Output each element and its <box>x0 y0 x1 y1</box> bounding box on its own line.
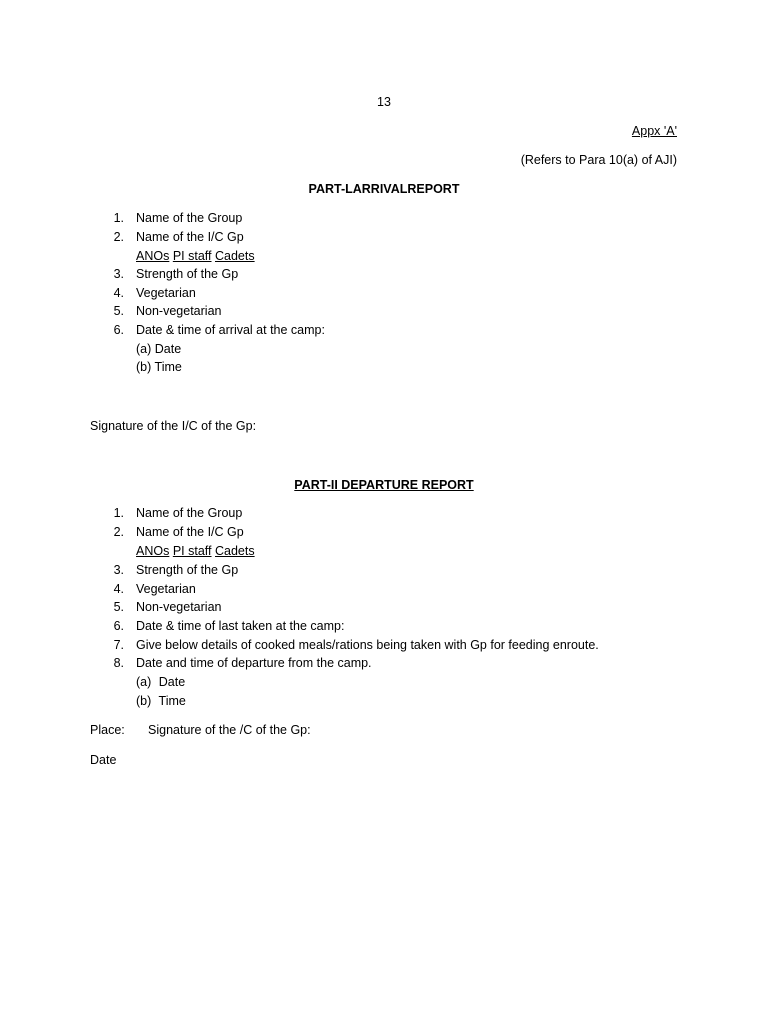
item-text: Name of the Group <box>136 211 243 225</box>
item-number: 4. <box>113 582 124 596</box>
item-number: 1. <box>113 506 124 520</box>
item-text: Non-vegetarian <box>136 600 222 614</box>
item-number: 1. <box>113 211 124 225</box>
item-number: 5. <box>113 304 124 318</box>
item-text: Strength of the Gp <box>136 267 239 281</box>
item-number: 2. <box>113 525 124 539</box>
item-text: Date and time of departure from the camp. <box>136 656 372 670</box>
date-label: Date <box>90 753 117 767</box>
item-text: Non-vegetarian <box>136 304 222 318</box>
item-number: 6. <box>113 323 124 337</box>
item-number: 2. <box>113 230 124 244</box>
item-text: Name of the I/C Gp <box>136 525 244 539</box>
appendix-label: Appx 'A' <box>631 124 677 138</box>
staff-anos: ANOs <box>136 249 170 263</box>
item-number: 7. <box>113 638 124 652</box>
item-text: Vegetarian <box>136 286 196 300</box>
reference-note: (Refers to Para 10(a) of AJI) <box>520 153 677 167</box>
item-number: 3. <box>113 563 124 577</box>
item-text: Name of the I/C Gp <box>136 230 244 244</box>
item-number: 8. <box>113 656 124 670</box>
page-number: 13 <box>377 95 391 109</box>
sub-item-date: (a) Date <box>136 342 182 356</box>
sub-item-date <box>136 676 185 689</box>
part2-signature: Signature of the /C of the Gp: <box>148 723 311 737</box>
staff-cadets: Cadets <box>215 544 255 558</box>
place-label: Place: <box>90 723 125 737</box>
item-text: Vegetarian <box>136 582 196 596</box>
item-text: Date & time of arrival at the camp: <box>136 323 325 337</box>
item-text: Name of the Group <box>136 506 243 520</box>
item-text: Date & time of last taken at the camp: <box>136 619 345 633</box>
sub-item-time: (b) Time <box>136 360 182 374</box>
sub-item-label: (b) <box>136 694 152 708</box>
sub-item-text: Date <box>158 675 186 689</box>
item-number: 6. <box>113 619 124 633</box>
item-text: Give below details of cooked meals/rations being taken with Gp for feeding enroute. <box>136 638 599 652</box>
staff-pi: PI staff <box>172 544 212 558</box>
staff-cadets: Cadets <box>215 249 255 263</box>
staff-line <box>136 250 255 263</box>
staff-line <box>136 545 255 558</box>
item-number: 5. <box>113 600 124 614</box>
part1-title: PART-LARRIVALREPORT <box>308 182 460 196</box>
sub-item-text: Time <box>158 694 186 708</box>
item-number: 3. <box>113 267 124 281</box>
staff-anos: ANOs <box>136 544 170 558</box>
part1-signature: Signature of the I/C of the Gp: <box>90 419 257 433</box>
staff-pi: PI staff <box>172 249 212 263</box>
part2-title: PART-II DEPARTURE REPORT <box>294 478 474 492</box>
item-text: Strength of the Gp <box>136 563 239 577</box>
sub-item-time <box>136 695 186 708</box>
item-number: 4. <box>113 286 124 300</box>
sub-item-label: (a) <box>136 675 152 689</box>
